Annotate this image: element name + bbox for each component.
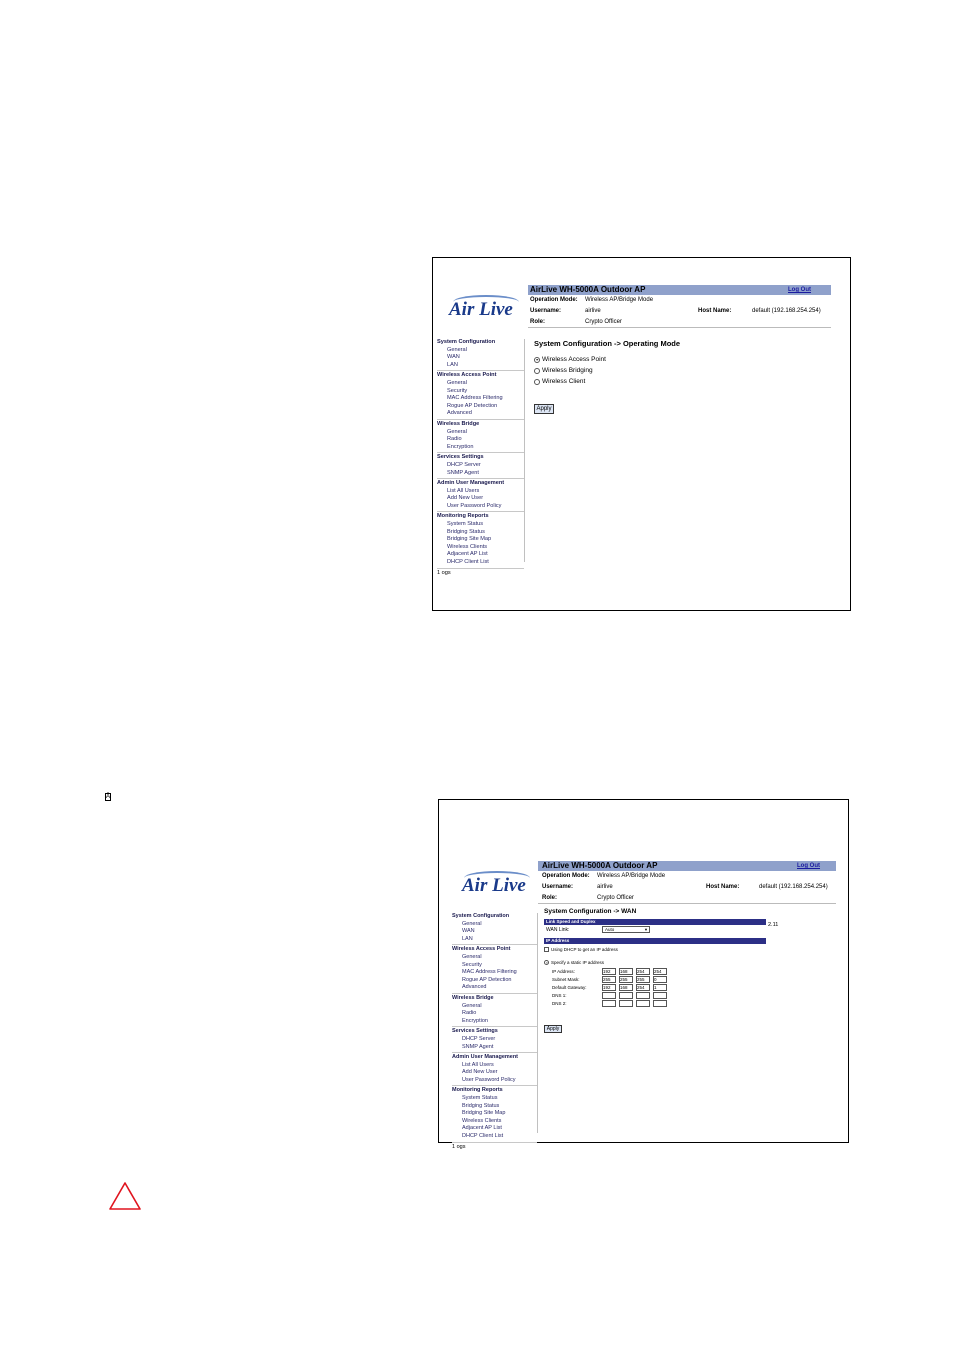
nav-system-configuration[interactable]: System Configuration [452, 913, 510, 919]
dns2-octet-4[interactable] [653, 1000, 667, 1007]
label-wireless-bridging: Wireless Bridging [542, 367, 593, 374]
nav-services-settings[interactable]: Services Settings [452, 1028, 498, 1035]
dhcp-checkbox[interactable] [544, 947, 549, 952]
role-value: Crypto Officer [585, 319, 622, 325]
nav-mr-wireless-clients[interactable]: Wireless Clients [447, 543, 488, 550]
nav-ss-snmp-agent[interactable]: SNMP Agent [462, 1043, 494, 1050]
ip-address-section-bar: IP Address [544, 938, 766, 944]
gateway-octet-1[interactable]: 192 [602, 984, 616, 991]
nav-wb-encryption[interactable]: Encryption [447, 443, 474, 450]
nav-services-settings[interactable]: Services Settings [437, 454, 484, 461]
nav-ss-dhcp-server[interactable]: DHCP Server [462, 1035, 496, 1042]
stray-glyph: Â [106, 794, 111, 800]
logout-link[interactable]: Log Out [788, 287, 811, 293]
nav-wap-rogue-ap[interactable]: Rogue AP Detection [447, 402, 498, 409]
nav-mr-dhcp-clients[interactable]: DHCP Client List [447, 559, 489, 566]
subnet-mask-label: Subnet Mask: [552, 976, 580, 982]
nav-mr-system-status[interactable]: System Status [462, 1095, 498, 1102]
role-label: Role: [530, 319, 545, 325]
nav-monitoring-reports[interactable]: Monitoring Reports [452, 1087, 503, 1094]
nav-ss-dhcp-server[interactable]: DHCP Server [447, 461, 481, 468]
gateway-octet-3[interactable]: 254 [636, 984, 650, 991]
apply-button[interactable]: Apply [544, 1025, 562, 1033]
nav-wap-mac-filtering[interactable]: MAC Address Filtering [447, 395, 503, 402]
label-wireless-client: Wireless Client [542, 378, 586, 385]
username-value: airlive [597, 884, 613, 890]
link-speed-section-bar: Link Speed and Duplex [544, 919, 766, 925]
dns2-octet-3[interactable] [636, 1000, 650, 1007]
nav-system-configuration[interactable]: System Configuration [437, 339, 496, 345]
role-label: Role: [542, 895, 557, 901]
nav-mr-bridging-status[interactable]: Bridging Status [447, 528, 485, 535]
titlebar [538, 861, 836, 871]
nav-sc-wan[interactable]: WAN [447, 354, 460, 361]
gateway-octet-2[interactable]: 168 [619, 984, 633, 991]
nav-wireless-bridge[interactable]: Wireless Bridge [452, 994, 494, 1001]
nav-wb-radio[interactable]: Radio [447, 436, 462, 443]
host-name-label: Host Name: [706, 884, 740, 890]
nav-wap-advanced[interactable]: Advanced [447, 410, 472, 417]
chevron-down-icon: ▼ [644, 927, 648, 932]
nav-ss-snmp-agent[interactable]: SNMP Agent [447, 469, 479, 476]
dns1-octet-2[interactable] [619, 992, 633, 999]
warning-triangle-icon [108, 1181, 142, 1211]
dns1-label: DNS 1: [552, 992, 567, 998]
host-name-value: default (192.168.254.254) [759, 884, 828, 890]
sidebar-footer: 1 ogs [437, 569, 451, 576]
nav-wb-encryption[interactable]: Encryption [462, 1017, 488, 1024]
username-value: airlive [585, 308, 601, 314]
username-label: Username: [530, 308, 562, 314]
nav-monitoring-reports[interactable]: Monitoring Reports [437, 513, 489, 520]
nav-sc-general[interactable]: General [447, 346, 467, 353]
airlive-admin-ui [452, 861, 836, 1150]
screenshot-operating-mode [432, 257, 851, 611]
nav-wireless-access-point[interactable]: Wireless Access Point [437, 372, 497, 379]
dhcp-option-label: Using DHCP to get an IP address [551, 947, 618, 952]
radio-wireless-client[interactable] [534, 379, 540, 385]
nav-admin-user-management[interactable]: Admin User Management [437, 480, 505, 487]
nav-mr-site-map[interactable]: Bridging Site Map [462, 1110, 506, 1117]
static-option-label: Specify a static IP address [551, 960, 604, 965]
dns1-octet-4[interactable] [653, 992, 667, 999]
ip-octet-4[interactable]: 254 [653, 968, 667, 975]
main-content [534, 338, 824, 415]
nav-wireless-bridge[interactable]: Wireless Bridge [437, 420, 480, 427]
mask-octet-4[interactable]: 0 [653, 976, 667, 983]
nav-mr-bridging-status[interactable]: Bridging Status [462, 1102, 500, 1109]
nav-mr-system-status[interactable]: System Status [447, 521, 484, 528]
nav-wireless-access-point[interactable]: Wireless Access Point [452, 946, 511, 953]
nav-aum-list-users[interactable]: List All Users [447, 487, 480, 494]
nav-admin-user-management[interactable]: Admin User Management [452, 1054, 519, 1061]
dns1-octet-3[interactable] [636, 992, 650, 999]
logout-link[interactable]: Log Out [797, 863, 820, 869]
titlebar [528, 285, 831, 295]
dns1-octet-1[interactable] [602, 992, 616, 999]
dns2-label: DNS 2: [552, 1000, 567, 1006]
nav-sc-wan[interactable]: WAN [462, 928, 475, 935]
nav-wb-radio[interactable]: Radio [462, 1010, 477, 1017]
username-label: Username: [542, 884, 574, 890]
nav-sc-lan[interactable]: LAN [447, 361, 458, 368]
operation-mode-value: Wireless AP/Bridge Mode [585, 297, 654, 303]
airlive-admin-ui [437, 285, 831, 576]
gateway-octet-4[interactable]: 1 [653, 984, 667, 991]
ip-octet-3[interactable]: 254 [636, 968, 650, 975]
ip-octet-2[interactable]: 168 [619, 968, 633, 975]
nav-aum-password-policy[interactable]: User Password Policy [447, 502, 502, 509]
operation-mode-label: Operation Mode: [530, 297, 578, 303]
host-name-value: default (192.168.254.254) [752, 308, 821, 314]
mask-octet-1[interactable]: 255 [602, 976, 616, 983]
header [538, 861, 836, 904]
header [528, 285, 831, 328]
nav-wap-advanced[interactable]: Advanced [462, 984, 487, 991]
nav-mr-adjacent-ap[interactable]: Adjacent AP List [447, 551, 488, 558]
nav-aum-password-policy[interactable]: User Password Policy [462, 1076, 516, 1083]
sidebar-footer: 1 ogs [452, 1143, 466, 1150]
side-note: 2.11 [768, 922, 779, 928]
static-ip-radio[interactable] [544, 960, 549, 965]
mask-octet-2[interactable]: 255 [619, 976, 633, 983]
screenshot-wan [438, 799, 849, 1150]
label-wireless-access-point: Wireless Access Point [542, 356, 606, 363]
ip-address-label: IP Address: [552, 968, 575, 974]
airlive-logo: Air Live [452, 865, 542, 915]
page-title-bar: AirLive WH-5000A Outdoor AP [530, 285, 646, 294]
nav-wb-general[interactable]: General [462, 1002, 482, 1009]
wan-link-selected-value: Auto [605, 927, 615, 932]
wan-link-label: WAN Link: [546, 926, 570, 933]
ip-octet-1[interactable]: 192 [602, 968, 616, 975]
dns2-octet-1[interactable] [602, 1000, 616, 1007]
nav-wap-general[interactable]: General [447, 379, 467, 386]
nav-mr-dhcp-clients[interactable]: DHCP Client List [462, 1133, 504, 1140]
apply-button[interactable]: Apply [534, 404, 554, 414]
airlive-logo: Air Live [439, 289, 529, 339]
operation-mode-value: Wireless AP/Bridge Mode [597, 873, 666, 879]
host-name-label: Host Name: [698, 308, 732, 314]
nav-aum-add-user[interactable]: Add New User [462, 1069, 498, 1076]
operation-mode-label: Operation Mode: [542, 873, 590, 879]
nav-wap-rogue-ap[interactable]: Rogue AP Detection [462, 976, 512, 983]
main-content [544, 907, 834, 1033]
radio-wireless-bridging[interactable] [534, 368, 540, 374]
page-title: System Configuration -> Operating Mode [534, 339, 681, 348]
sidebar [452, 913, 538, 1150]
nav-wap-security[interactable]: Security [462, 961, 482, 968]
page-title: System Configuration -> WAN [544, 908, 637, 915]
nav-wb-general[interactable]: General [447, 428, 467, 435]
nav-wap-general[interactable]: General [462, 953, 482, 960]
sidebar [437, 339, 525, 576]
nav-aum-list-users[interactable]: List All Users [462, 1061, 494, 1068]
mask-octet-3[interactable]: 255 [636, 976, 650, 983]
nav-mr-wireless-clients[interactable]: Wireless Clients [462, 1117, 502, 1124]
wan-link-select[interactable] [602, 926, 650, 933]
nav-sc-lan[interactable]: LAN [462, 935, 473, 942]
nav-wap-security[interactable]: Security [447, 387, 468, 394]
nav-aum-add-user[interactable]: Add New User [447, 495, 484, 502]
nav-wap-mac-filtering[interactable]: MAC Address Filtering [462, 969, 517, 976]
radio-wireless-access-point[interactable] [534, 357, 540, 363]
dns2-octet-2[interactable] [619, 1000, 633, 1007]
default-gateway-label: Default Gateway: [552, 984, 587, 990]
page-title-bar: AirLive WH-5000A Outdoor AP [542, 861, 658, 870]
role-value: Crypto Officer [597, 895, 634, 901]
nav-sc-general[interactable]: General [462, 920, 482, 927]
nav-mr-adjacent-ap[interactable]: Adjacent AP List [462, 1125, 502, 1132]
nav-mr-site-map[interactable]: Bridging Site Map [447, 536, 492, 543]
